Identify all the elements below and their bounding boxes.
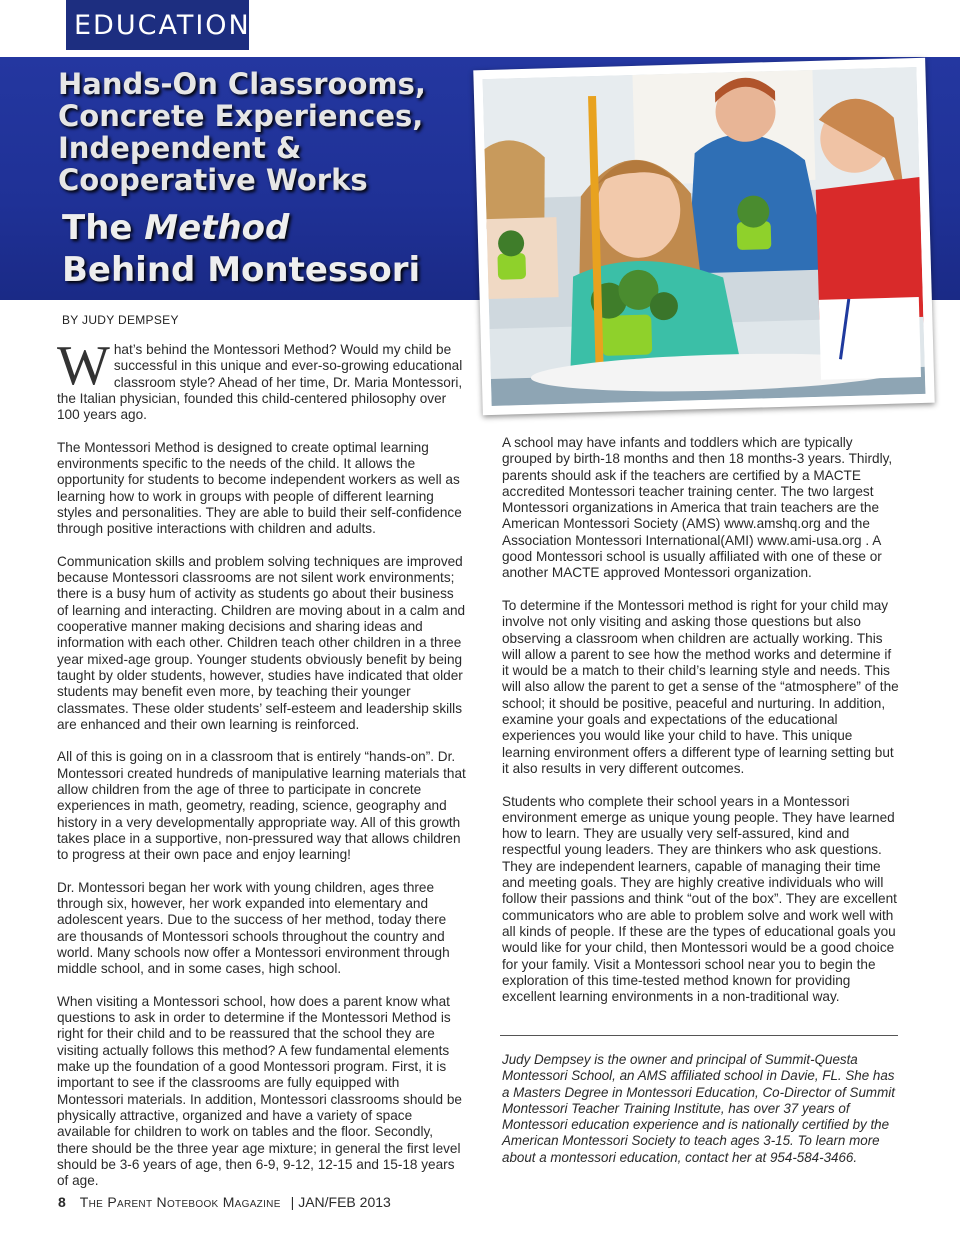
bio-divider <box>500 1035 898 1036</box>
body-paragraph: Communication skills and problem solving techniques are improved because Montessori classrooms are not silent work environments; there is a busy hum of activity as students go about their business of learning and interacting. Children are moving about in a calm and cooperative manner making decisions and sharing ideas and information with each other. Children teach other children in a three year mixed-age group. Younger students obviously benefit by being taught by older students, however, studies have indicated that older students may benefit even more, by teaching their younger classmates. These older students’ self-esteem and leadership skills are enhanced and their own learning is reinforced. <box>57 553 466 732</box>
drop-cap: W <box>57 335 110 397</box>
intro-paragraph <box>57 335 467 423</box>
title-post: Behind Montessori <box>62 250 421 290</box>
article-column-left <box>57 335 467 1206</box>
byline: BY JUDY DEMPSEY <box>62 313 179 327</box>
article-photo <box>473 58 934 415</box>
body-paragraph: Students who complete their school years in a Montessori environment emerge as unique young people. They have learned how to learn. They are usually very self-assured, kind and respectful young leaders. They are thinkers who ask questions. They are independent learners, capable of managing their time and meeting goals. They are highly creative individuals who will follow their passions and think “out of the box”. They are excellent communicators who are able to problem solve and work well with all kinds of people. If these are the types of educational goals you would like for your child, then Montessori would be a good choice for your family. Visit a Montessori school near you to begin the exploration of this time-tested method known for providing excellent learning environments in a non-traditional way. <box>502 793 897 1005</box>
intro-text: hat’s behind the Montessori Method? Would my child be successful in this unique and ever-so-growing educational classroom style? Ahead of her time, Dr. Maria Montessori, the Italian physician, founded this child-centered philosophy over 100 years ago. <box>57 342 463 423</box>
body-paragraph: When visiting a Montessori school, how does a parent know what questions to ask in order to determine if the Montessori Method is right for their child and to be reassured that the school they are visiting actually follows this method? A few fundamental elements make up the foundation of a good Montessori program. First, it is important to see if the classrooms are fully equipped with Montessori materials. In addition, Montessori classrooms should be physically attractive, organized and have a variety of space available for children to work on tables and the floor. Secondly, there should be the three year age mixture; in general the first level should be 3-6 years of age, then 6-9, 9-12, 12-15 and 15-18 years of age. <box>57 993 462 1189</box>
issue-date: | JAN/FEB 2013 <box>290 1194 391 1210</box>
body-paragraph: The Montessori Method is designed to create optimal learning environments specific to the needs of the child. It allows the opportunity for students to become independent workers as well as learning how to work in groups with people of different learning styles and personalities. They are able to build their self-confidence through positive interactions with children and adults. <box>57 439 462 537</box>
headline: Hands-On Classrooms, Concrete Experiences, Independent & Cooperative Works <box>58 67 426 197</box>
title-pre: The <box>62 208 145 248</box>
classroom-photo-illustration <box>483 67 926 406</box>
page-number: 8 <box>58 1194 66 1210</box>
page-footer <box>58 1194 391 1214</box>
body-paragraph: A school may have infants and toddlers which are typically grouped by birth-18 months and then 18 months-3 years. Thirdly, parents should ask if the teachers are certified by a MACTE accredited Montessori teacher training center. The two largest Montessori organizations in America that train teachers are the American Montessori Society (AMS) www.amshq.org and the Association Montessori International(AMI) www.ami-usa.org . A good Montessori school is usually affiliated with one of these or another MACTE approved Montessori organization. <box>502 435 893 581</box>
article-column-right <box>502 435 900 1022</box>
author-bio: Judy Dempsey is the owner and principal of Summit-Questa Montessori School, an AMS affiliated school in Davie, FL. She has a Masters Degree in Montessori Education, Co-Director of Summit Montessori Teacher Training Institute, has over 37 years of Montessori education experience and is nationally certified by the American Montessori Society to teach ages 3-15. To learn more about a montessori education, contact her at 954-584-3466. <box>502 1052 895 1165</box>
body-paragraph: All of this is going on in a classroom that is entirely “hands-on”. Dr. Montessori created hundreds of manipulative learning materials that allow children from the age of three to participate in concrete experiences in math, geometry, reading, science, geography and history in a very developmentally appropriate way. All of this growth takes place in a supportive, non-pressured way that allows children to progress at their own pace and enjoy learning! <box>57 749 466 863</box>
magazine-name: The Parent Notebook Magazine <box>79 1194 281 1210</box>
article-title <box>62 207 482 291</box>
body-paragraph: To determine if the Montessori method is right for your child may involve not only visiting and asking those questions but also observing a classroom when children are actually working. This will allow a parent to see how the method works and determine if it would be a match to their child’s learning style and needs. This will also allow the parent to get a sense of the “atmosphere” of the school; it should be positive, peaceful and nurturing. In addition, examine your goals and expectations of the educational experiences you would like your child to have. This unique learning environment offers a different type of learning setting but it also results in very different outcomes. <box>502 597 899 776</box>
body-paragraph: Dr. Montessori began her work with young children, ages three through six, however, her work expanded into elementary and adolescent years. Due to the success of her method, today there are thousands of Montessori schools throughout the country and world. Many schools now offer a Montessori environment through middle school, and in some cases, high school. <box>57 879 450 977</box>
title-emphasis: Method <box>144 208 290 248</box>
section-label: EDUCATION <box>66 0 249 50</box>
